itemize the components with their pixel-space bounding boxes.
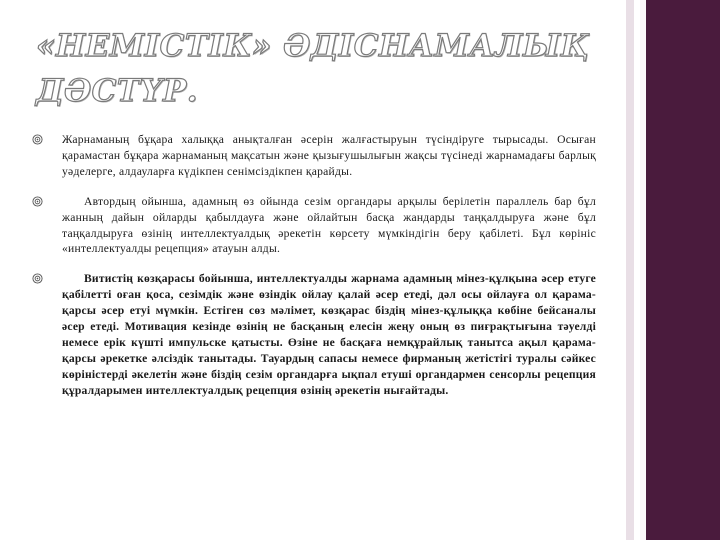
side-accent-stripe: [626, 0, 634, 540]
target-bullet-icon: [32, 273, 43, 284]
bullet-item: [30, 194, 596, 258]
side-accent-panel: [640, 0, 720, 540]
bullet-text: Автордың ойынша, адамның өз ойында сезім органдары арқылы берілетін параллель бар бұл жанның дайын ойларды қабылдауға және ойлайтын басқа жандарды таңқалдыруға және бұл таңқалдыруға өзінің интеллектуалдық әрекетін көрсету мүмкіндігін беру қабілеті. Бұл көрініс «интеллектуалды рецепция» атауын алды.: [62, 194, 596, 256]
slide-content: [30, 132, 596, 413]
target-bullet-icon: [32, 134, 43, 145]
bullet-item: [30, 271, 596, 398]
bullet-item: [30, 132, 596, 180]
bullet-text: Жарнаманың бұқара халыққа анықталған әсерін жалғастыруын түсіндіруге тырысады. Осыған қарамастан бұқара жарнаманың мақсатын және қызығушылығын жақсы түсінеді жарнамадағы барлық уәделерге, алдауларға күдікпен сенімсіздікпен қарайды.: [62, 133, 596, 178]
bullet-text: Витистің көзқарасы бойынша, интеллектуалды жарнама адамның мінез-құлқына әсер етуге қабілетті оған қоса, сезімдік және өзіндік ойлау қалай әсер етеді, дәл осы ойлауға ол қарама-қарсы әсер етуі мүмкін. Естіген сөз мәлімет, көзқарас біздің мінез-құлыққа көбіне бейсаналы әсер етеді. Мотивация кезінде өзінің не басқаның елесін жеңу оның өз пиғрақтығына тәуелді немесе ерік күшті импульске қатысты. Өзіне не басқаға немқұрайлық танытса ақыл қарама-қарсы әрекетке әлсіздік танытады. Тауардың сапасы немесе фирманың жетістігі туралы сәйкес көріністерді әкелетін және біздің сезім органдарға ықпал етуші органдармен сенсорлы рецепция құралдарымен интеллектуалдық рецепция өзінің әрекетін нығайтады.: [62, 272, 596, 397]
target-bullet-icon: [32, 196, 43, 207]
slide-title: «НЕМІСТІК» ӘДІСНАМАЛЫҚ ДӘСТҮР.: [36, 28, 590, 109]
